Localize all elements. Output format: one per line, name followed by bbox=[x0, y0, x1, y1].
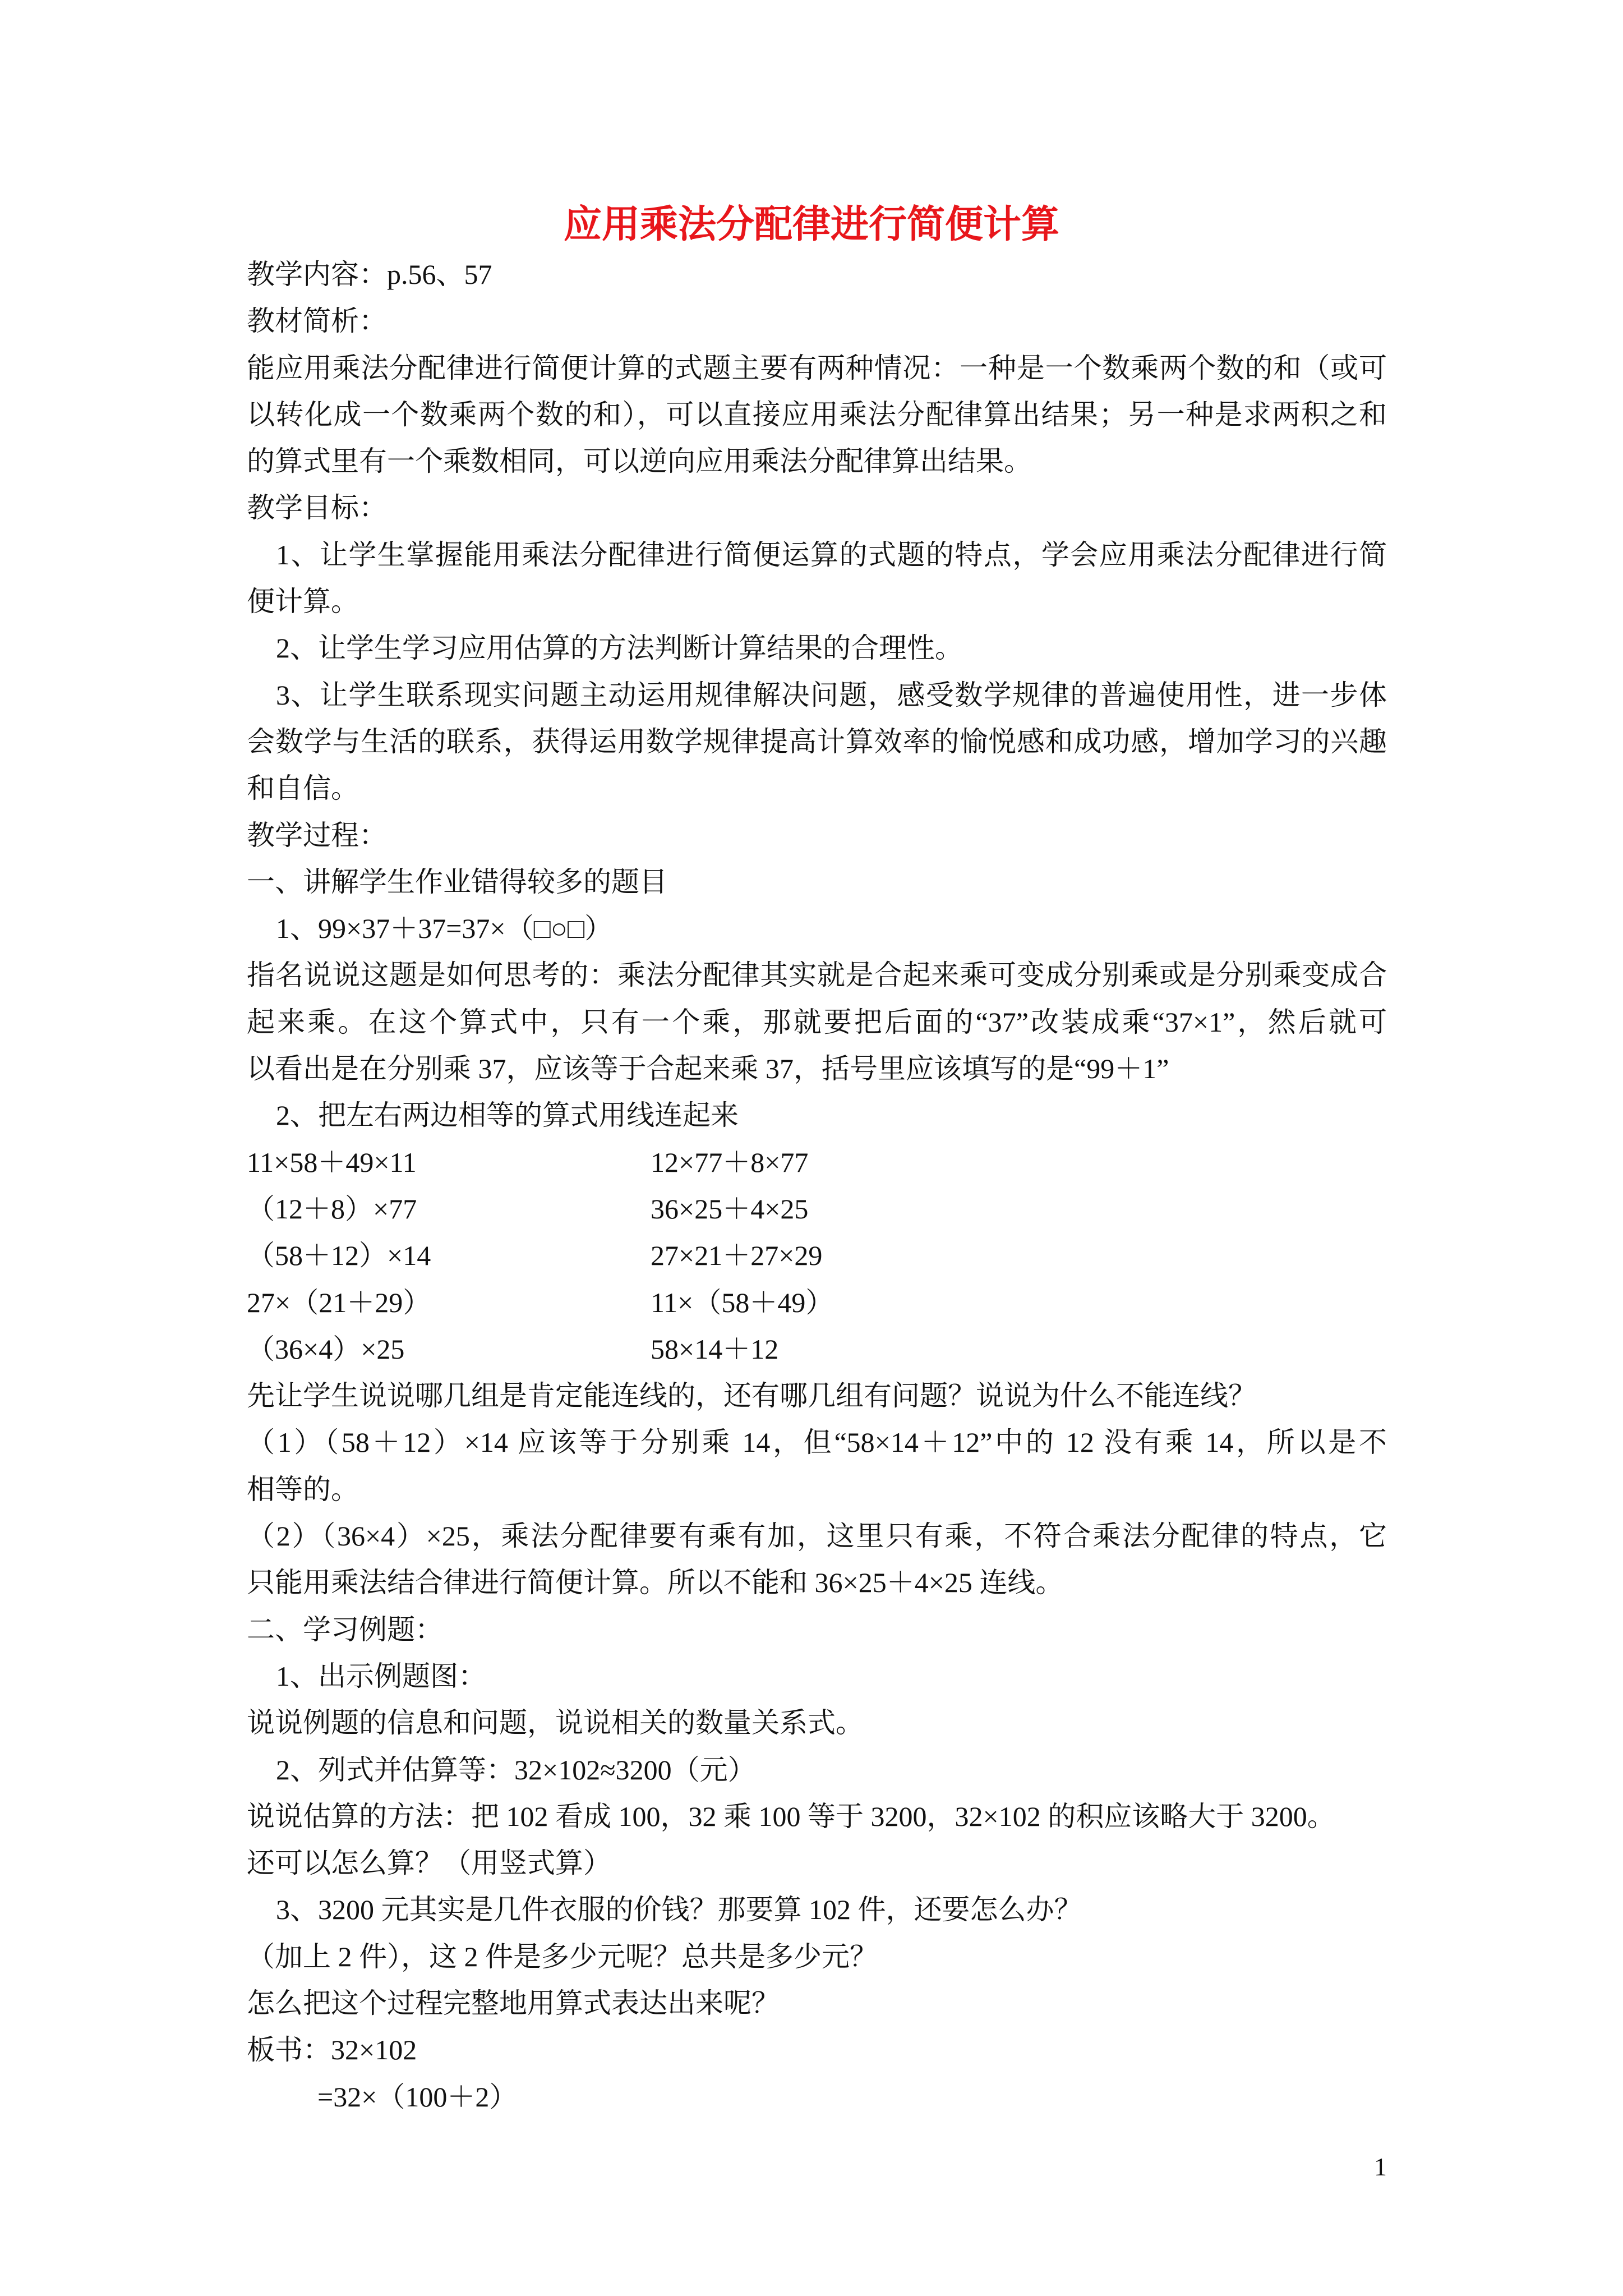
example-step-3: 3、3200 元其实是几件衣服的价钱？那要算 102 件，还要怎么办？ bbox=[276, 1894, 1082, 1926]
part2-heading: 二、学习例题： bbox=[247, 1613, 443, 1645]
expression-pair-row bbox=[247, 1232, 1387, 1279]
expression-pairs bbox=[247, 1139, 1387, 1373]
expression-right: 58×14＋12 bbox=[651, 1333, 779, 1365]
process-part-2 bbox=[247, 1607, 1387, 2120]
part1-heading: 一、讲解学生作业错得较多的题目 bbox=[247, 866, 667, 898]
body-line: 能应用乘法分配律进行简便计算的式题主要有两种情况：一种是一个数乘两个数的和（或可 bbox=[247, 352, 1387, 384]
section-material-analysis bbox=[247, 298, 1387, 485]
process-part-1 bbox=[247, 859, 1387, 1607]
material-analysis-heading: 教材简析： bbox=[247, 305, 387, 337]
body-line: 先让学生说说哪几组是肯定能连线的，还有哪几组有问题？说说为什么不能连线？ bbox=[247, 1380, 1256, 1412]
document-body bbox=[247, 251, 1387, 2120]
objective-item-3: 3、让学生联系现实问题主动运用规律解决问题，感受数学规律的普遍使用性，进一步体 bbox=[276, 679, 1387, 711]
body-line: 说说例题的信息和问题，说说相关的数量关系式。 bbox=[247, 1707, 864, 1739]
board-label: 板书：32×102 bbox=[247, 2034, 417, 2066]
expression-right: 12×77＋8×77 bbox=[651, 1146, 809, 1178]
body-line: 和自信。 bbox=[247, 772, 359, 804]
example-step-1: 1、出示例题图： bbox=[276, 1660, 486, 1692]
section-objectives bbox=[247, 485, 1387, 812]
objectives-heading: 教学目标： bbox=[247, 492, 387, 524]
body-line: 的算式里有一个乘数相同，可以逆向应用乘法分配律算出结果。 bbox=[247, 445, 1032, 477]
board-step: =32×（100＋2） bbox=[317, 2081, 518, 2113]
body-line: （加上 2 件），这 2 件是多少元呢？总共是多少元？ bbox=[247, 1940, 878, 1972]
body-line: 以转化成一个数乘两个数的和），可以直接应用乘法分配律算出结果；另一种是求两积之和 bbox=[247, 398, 1387, 430]
expression-pair-row bbox=[247, 1186, 1387, 1232]
body-line: （2）（36×4）×25，乘法分配律要有乘有加，这里只有乘，不符合乘法分配律的特点，它 bbox=[247, 1520, 1387, 1552]
body-line: 便计算。 bbox=[247, 586, 359, 618]
body-line: 相等的。 bbox=[247, 1473, 359, 1505]
process-heading: 教学过程： bbox=[247, 819, 387, 851]
expression-right: 36×25＋4×25 bbox=[651, 1193, 809, 1225]
objective-item-2: 2、让学生学习应用估算的方法判断计算结果的合理性。 bbox=[276, 632, 963, 664]
expression-right: 11×（58＋49） bbox=[651, 1286, 834, 1318]
expression-pair-row bbox=[247, 1280, 1387, 1326]
section-teaching-content bbox=[247, 251, 1387, 298]
expression-left: （12＋8）×77 bbox=[247, 1193, 417, 1225]
question-2: 2、把左右两边相等的算式用线连起来 bbox=[276, 1099, 739, 1131]
teaching-content-line: 教学内容：p.56、57 bbox=[247, 259, 492, 290]
section-process bbox=[247, 812, 1387, 2120]
body-line: 指名说说这题是如何思考的：乘法分配律其实就是合起来乘可变成分别乘或是分别乘变成合 bbox=[247, 959, 1387, 991]
body-line: （1）（58＋12）×14 应该等于分别乘 14，但“58×14＋12”中的 12 没有乘 14，所以是不 bbox=[247, 1427, 1387, 1458]
page-number: 1 bbox=[1374, 2152, 1387, 2181]
question-1: 1、99×37＋37=37×（□○□） bbox=[276, 913, 613, 945]
body-line: 怎么把这个过程完整地用算式表达出来呢？ bbox=[247, 1987, 780, 2019]
expression-left: （36×4）×25 bbox=[247, 1333, 405, 1365]
body-line: 起来乘。在这个算式中，只有一个乘，那就要把后面的“37”改装成乘“37×1”，然后就可 bbox=[247, 1006, 1387, 1038]
expression-left: 27×（21＋29） bbox=[247, 1286, 431, 1318]
body-line: 说说估算的方法：把 102 看成 100，32 乘 100 等于 3200，32×102 的积应该略大于 3200。 bbox=[247, 1800, 1335, 1832]
objective-item-1: 1、让学生掌握能用乘法分配律进行简便运算的式题的特点，学会应用乘法分配律进行简 bbox=[276, 539, 1387, 570]
document-title: 应用乘法分配律进行简便计算 bbox=[563, 203, 1059, 246]
expression-left: （58＋12）×14 bbox=[247, 1240, 431, 1272]
expression-pair-row bbox=[247, 1326, 1387, 1373]
expression-left: 11×58＋49×11 bbox=[247, 1146, 417, 1178]
body-line: 以看出是在分别乘 37，应该等于合起来乘 37，括号里应该填写的是“99＋1” bbox=[247, 1053, 1169, 1085]
example-step-2: 2、列式并估算等：32×102≈3200（元） bbox=[276, 1754, 756, 1786]
body-line: 还可以怎么算？（用竖式算） bbox=[247, 1847, 611, 1879]
body-line: 会数学与生活的联系，获得运用数学规律提高计算效率的愉悦感和成功感，增加学习的兴趣 bbox=[247, 725, 1387, 757]
expression-pair-row bbox=[247, 1139, 1387, 1186]
body-line: 只能用乘法结合律进行简便计算。所以不能和 36×25＋4×25 连线。 bbox=[247, 1567, 1064, 1599]
expression-right: 27×21＋27×29 bbox=[651, 1240, 823, 1272]
